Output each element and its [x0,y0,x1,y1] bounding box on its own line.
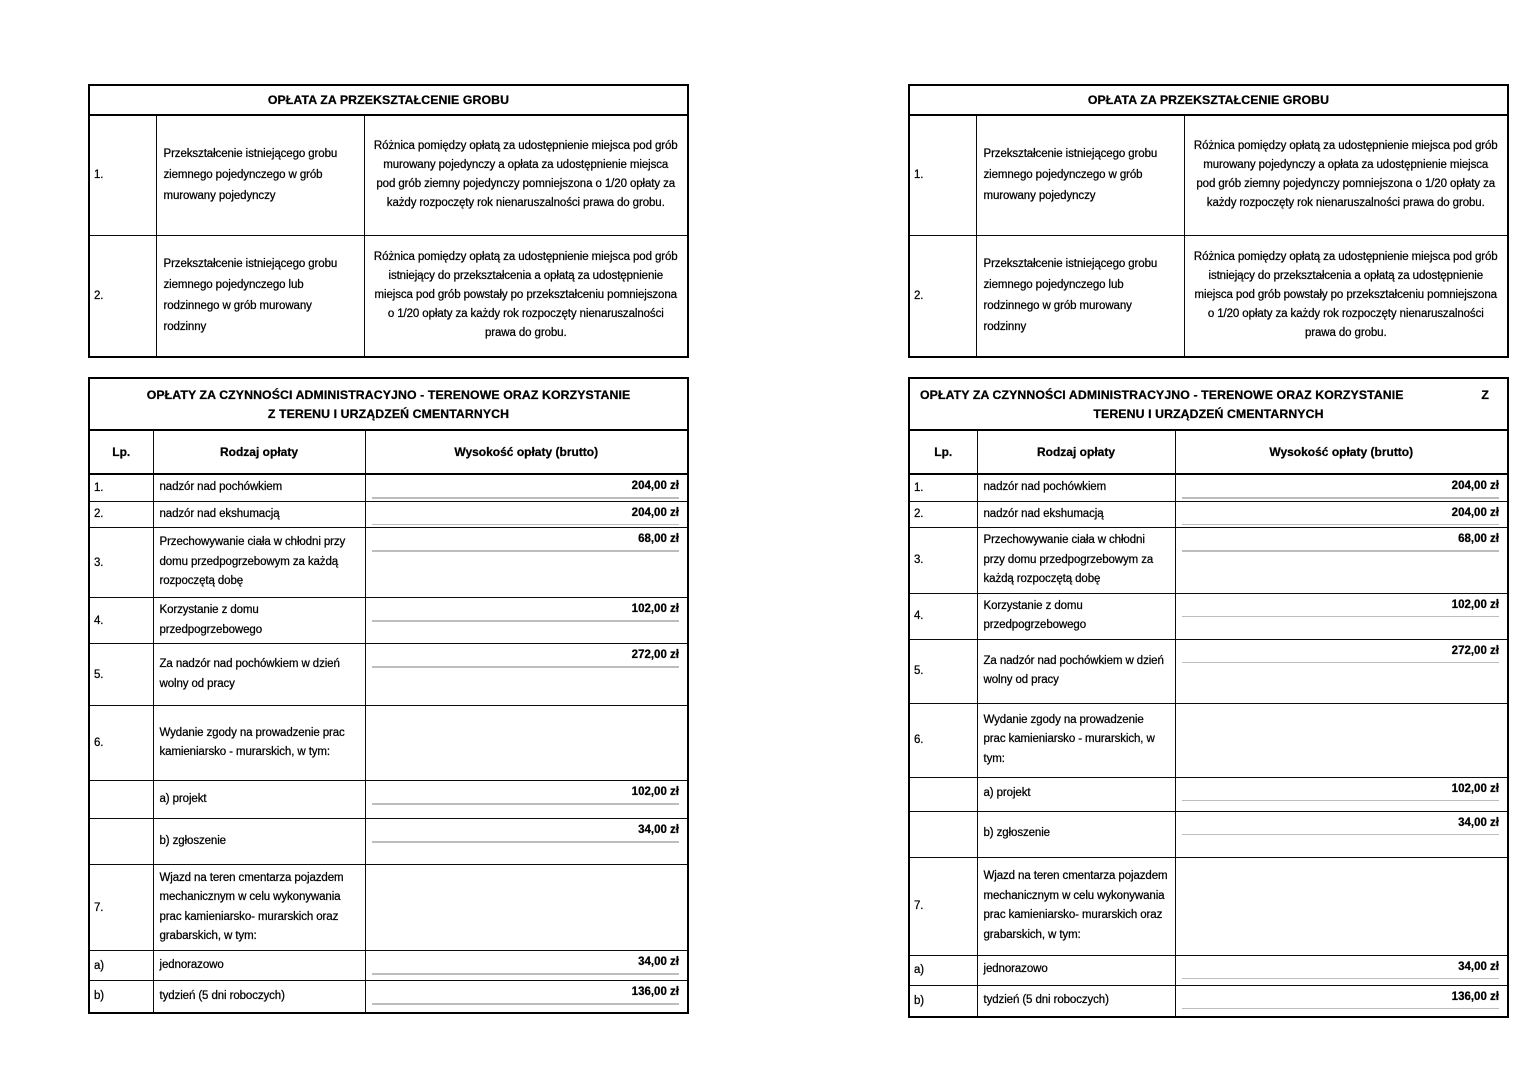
page-left-scan [88,84,689,1014]
grave-table-title: OPŁATA ZA PRZEKSZTAŁCENIE GROBU [89,85,688,115]
fee-type-cell: Przechowywanie ciała w chłodni przy domu przedpogrzebowym za każdą rozpoczętą dobę [153,528,365,598]
table-row [909,985,1508,1017]
row-number-cell: 7. [89,865,153,951]
table-row [909,777,1508,811]
fee-amount-cell: 102,00 zł [1175,777,1508,811]
fee-rule-cell: Różnica pomiędzy opłatą za udostępnienie miejsca pod grób murowany pojedynczy a opłata za udostępnienie miejsca pod grób ziemny pojedynczy pomniejszona o 1/20 opłaty za każdy rozpoczęty rok nienaruszalności prawa do grobu. [364,115,688,235]
administrative-fees-table [88,377,689,1014]
grave-table-body [89,115,688,357]
table-row [909,811,1508,857]
page-right-scan [908,84,1509,1018]
fee-type-cell: Przechowywanie ciała w chłodni przy domu przedpogrzebowym za każdą rozpoczętą dobę [977,528,1175,594]
table-row [89,474,688,501]
table-row [89,819,688,865]
fee-amount-cell [365,706,688,781]
column-header-row [89,430,688,474]
transformation-description-cell: Przekształcenie istniejącego grobu ziemnego pojedynczego w grób murowany pojedynczy [976,115,1184,235]
row-number-cell: 6. [89,706,153,781]
fee-amount-cell [1175,703,1508,777]
fee-type-cell: nadzór nad ekshumacją [977,501,1175,528]
fee-amount-cell: 34,00 zł [1175,955,1508,985]
fee-amount-cell [365,865,688,951]
grave-table-title: OPŁATA ZA PRZEKSZTAŁCENIE GROBU [909,85,1508,115]
table-title-row [89,85,688,115]
row-number-cell: 4. [89,598,153,644]
row-number-cell: 5. [909,639,977,703]
fee-type-cell: Wjazd na teren cmentarza pojazdem mechanicznym w celu wykonywania prac kamieniarsko- murarskich oraz grabarskich, w tym: [977,857,1175,955]
fee-amount-cell: 34,00 zł [365,819,688,865]
table-row [89,501,688,528]
table-title-row [909,85,1508,115]
row-number-cell: a) [89,951,153,981]
row-number-cell: b) [909,985,977,1017]
fee-rule-cell: Różnica pomiędzy opłatą za udostępnienie miejsca pod grób istniejący do przekształcenia a opłatą za udostępnienie miejsca pod grób powstały po przekształceniu pomniejszona o 1/20 opłaty za każdy rok rozpoczęty nienaruszalności prawa do grobu. [364,235,688,357]
table-row [909,528,1508,594]
table-row [89,781,688,819]
grave-table-body [909,115,1508,357]
admin-title-line1-suffix: Z [1481,387,1489,402]
row-number-cell [909,811,977,857]
fee-type-cell: jednorazowo [977,955,1175,985]
row-number-cell: 1. [89,474,153,501]
admin-table-title [909,378,1508,430]
table-row [909,639,1508,703]
transformation-description-cell: Przekształcenie istniejącego grobu ziemnego pojedynczego lub rodzinnego w grób murowany rodzinny [976,235,1184,357]
fee-amount-cell: 204,00 zł [1175,501,1508,528]
table-row [89,598,688,644]
fee-amount-cell: 68,00 zł [365,528,688,598]
table-row [89,528,688,598]
grave-transformation-fee-table [908,84,1509,358]
fee-rule-cell: Różnica pomiędzy opłatą za udostępnienie miejsca pod grób murowany pojedynczy a opłata za udostępnienie miejsca pod grób ziemny pojedynczy pomniejszona o 1/20 opłaty za każdy rozpoczęty rok nienaruszalności prawa do grobu. [1184,115,1508,235]
fee-type-cell: b) zgłoszenie [977,811,1175,857]
fee-type-cell: Za nadzór nad pochówkiem w dzień wolny od pracy [153,644,365,706]
fee-type-cell: nadzór nad ekshumacją [153,501,365,528]
table-row [909,115,1508,235]
fee-type-cell: tydzień (5 dni roboczych) [153,981,365,1013]
row-number-cell [89,819,153,865]
admin-table-title [89,378,688,430]
fee-type-cell: Za nadzór nad pochówkiem w dzień wolny od pracy [977,639,1175,703]
row-number-cell: 3. [89,528,153,598]
fee-type-cell: a) projekt [153,781,365,819]
table-row [89,706,688,781]
header-lp: Lp. [909,430,977,474]
row-number-cell: 3. [909,528,977,594]
table-row [89,235,688,357]
fee-type-cell: Wydanie zgody na prowadzenie prac kamieniarsko - murarskich, w tym: [977,703,1175,777]
fee-amount-cell: 34,00 zł [1175,811,1508,857]
admin-table-body [89,474,688,1013]
row-number-cell: 2. [89,501,153,528]
fee-type-cell: Korzystanie z domu przedpogrzebowego [977,593,1175,639]
fee-amount-cell [1175,857,1508,955]
fee-type-cell: nadzór nad pochówkiem [153,474,365,501]
header-fee-amount: Wysokość opłaty (brutto) [1175,430,1508,474]
fee-amount-cell: 272,00 zł [1175,639,1508,703]
fee-rule-cell: Różnica pomiędzy opłatą za udostępnienie miejsca pod grób istniejący do przekształcenia a opłatą za udostępnienie miejsca pod grób powstały po przekształceniu pomniejszona o 1/20 opłaty za każdy rok rozpoczęty nienaruszalności prawa do grobu. [1184,235,1508,357]
row-number-cell: 5. [89,644,153,706]
fee-type-cell: Wjazd na teren cmentarza pojazdem mechanicznym w celu wykonywania prac kamieniarsko- murarskich oraz grabarskich, w tym: [153,865,365,951]
table-row [909,703,1508,777]
fee-amount-cell: 204,00 zł [1175,474,1508,501]
header-fee-amount: Wysokość opłaty (brutto) [365,430,688,474]
administrative-fees-table [908,377,1509,1018]
table-row [89,865,688,951]
fee-amount-cell: 102,00 zł [365,598,688,644]
fee-type-cell: Korzystanie z domu przedpogrzebowego [153,598,365,644]
fee-amount-cell: 136,00 zł [365,981,688,1013]
header-fee-type: Rodzaj opłaty [153,430,365,474]
fee-amount-cell: 204,00 zł [365,501,688,528]
row-number-cell: 1. [89,115,156,235]
row-number-cell: 4. [909,593,977,639]
admin-title-line1: OPŁATY ZA CZYNNOŚCI ADMINISTRACYJNO - TERENOWE ORAZ KORZYSTANIE [146,387,631,402]
fee-amount-cell: 204,00 zł [365,474,688,501]
table-row [909,593,1508,639]
table-row [909,955,1508,985]
transformation-description-cell: Przekształcenie istniejącego grobu ziemnego pojedynczego w grób murowany pojedynczy [156,115,364,235]
table-row [89,115,688,235]
fee-amount-cell: 136,00 zł [1175,985,1508,1017]
fee-type-cell: nadzór nad pochówkiem [977,474,1175,501]
row-number-cell [909,777,977,811]
table-title-row [89,378,688,430]
fee-type-cell: b) zgłoszenie [153,819,365,865]
table-row [909,857,1508,955]
grave-transformation-fee-table [88,84,689,358]
fee-type-cell: Wydanie zgody na prowadzenie prac kamieniarsko - murarskich, w tym: [153,706,365,781]
header-fee-type: Rodzaj opłaty [977,430,1175,474]
transformation-description-cell: Przekształcenie istniejącego grobu ziemnego pojedynczego lub rodzinnego w grób murowany rodzinny [156,235,364,357]
table-row [89,644,688,706]
admin-title-line1: OPŁATY ZA CZYNNOŚCI ADMINISTRACYJNO - TERENOWE ORAZ KORZYSTANIE Z [918,386,1499,405]
fee-amount-cell: 34,00 zł [365,951,688,981]
table-row [89,951,688,981]
header-lp: Lp. [89,430,153,474]
table-title-row [909,378,1508,430]
row-number-cell: 2. [909,501,977,528]
fee-amount-cell: 102,00 zł [1175,593,1508,639]
column-header-row [909,430,1508,474]
row-number-cell: 1. [909,115,976,235]
row-number-cell: a) [909,955,977,985]
table-row [909,235,1508,357]
fee-amount-cell: 102,00 zł [365,781,688,819]
row-number-cell [89,781,153,819]
fee-amount-cell: 272,00 zł [365,644,688,706]
admin-table-body [909,474,1508,1017]
admin-title-line2: Z TERENU I URZĄDZEŃ CMENTARNYCH [267,406,510,421]
fee-type-cell: jednorazowo [153,951,365,981]
row-number-cell: 1. [909,474,977,501]
row-number-cell: 7. [909,857,977,955]
fee-type-cell: a) projekt [977,777,1175,811]
fee-type-cell: tydzień (5 dni roboczych) [977,985,1175,1017]
table-row [89,981,688,1013]
admin-title-line2: TERENU I URZĄDZEŃ CMENTARNYCH [1093,406,1324,421]
fee-amount-cell: 68,00 zł [1175,528,1508,594]
row-number-cell: b) [89,981,153,1013]
row-number-cell: 6. [909,703,977,777]
table-row [909,474,1508,501]
row-number-cell: 2. [89,235,156,357]
row-number-cell: 2. [909,235,976,357]
table-row [909,501,1508,528]
